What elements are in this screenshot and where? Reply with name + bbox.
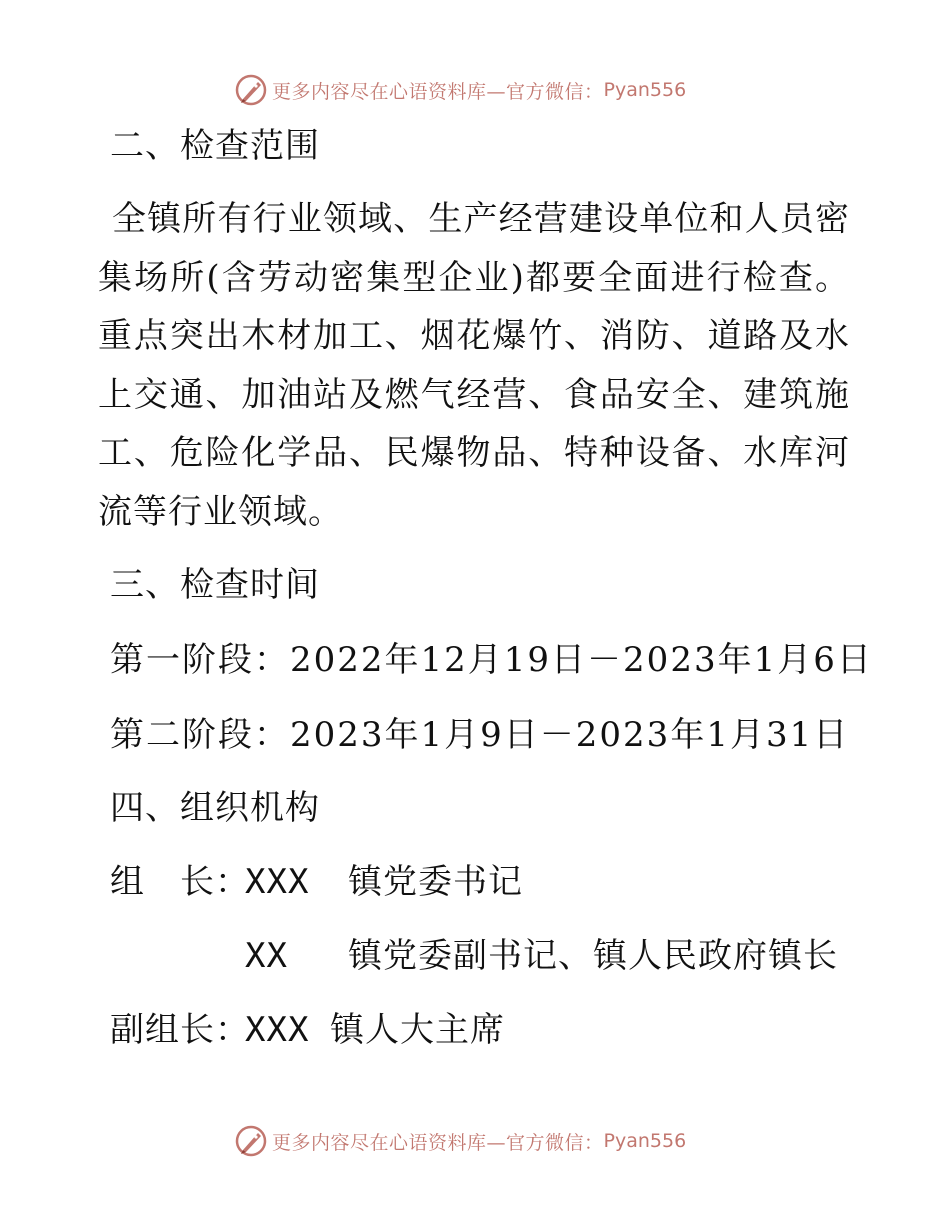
- watermark-text: 更多内容尽在心语资料库—官方微信：: [272, 80, 604, 103]
- leader-name: XXX: [245, 862, 310, 902]
- leader-title: 镇党委副书记、镇人民政府镇长: [348, 936, 838, 976]
- section-heading-time: 三、检查时间: [110, 565, 320, 605]
- leader-label: 组 长：: [110, 862, 250, 902]
- footer-watermark: [234, 1123, 686, 1159]
- header-watermark: [234, 72, 686, 108]
- pen-logo-icon: [234, 1124, 268, 1158]
- watermark-wechat-id: Pyan556: [603, 1130, 687, 1152]
- phase-one-dates: 第一阶段：2022年12月19日－2023年1月6日: [110, 640, 873, 680]
- section-heading-scope: 二、检查范围: [110, 126, 320, 166]
- leader-title: 镇党委书记: [348, 862, 523, 902]
- watermark-wechat-id: Pyan556: [603, 79, 687, 101]
- section-heading-organization: 四、组织机构: [110, 788, 320, 828]
- pen-logo-icon: [234, 73, 268, 107]
- scope-paragraph: 全镇所有行业领域、生产经营建设单位和人员密集场所(含劳动密集型企业)都要全面进行检查。重点突出木材加工、烟花爆竹、消防、道路及水上交通、加油站及燃气经营、食品安全、建筑施工、危险化学品、民爆物品、特种设备、水库河流等行业领域。: [98, 199, 850, 532]
- deputy-leader-label: 副组长：: [110, 1010, 250, 1050]
- watermark-text: 更多内容尽在心语资料库—官方微信：: [272, 1131, 604, 1154]
- deputy-leader-name: XXX: [245, 1010, 310, 1050]
- deputy-leader-title: 镇人大主席: [330, 1010, 505, 1050]
- leader-name: XX: [245, 936, 288, 976]
- phase-two-dates: 第二阶段：2023年1月9日－2023年1月31日: [110, 715, 850, 755]
